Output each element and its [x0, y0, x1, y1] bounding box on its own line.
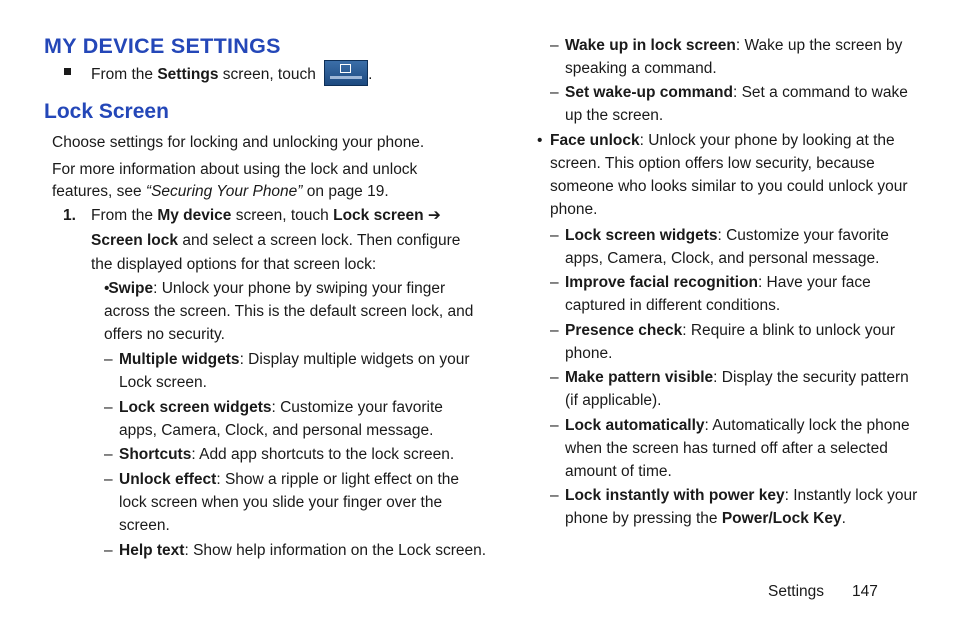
square-bullet-icon — [64, 68, 71, 75]
swipe-suboption: Lock screen widgets: Customize your favorite apps, Camera, Clock, and personal message. — [119, 399, 443, 439]
dash-icon: – — [104, 471, 113, 488]
dash-icon: – — [550, 37, 559, 54]
face-suboption: Lock screen widgets: Customize your favorite apps, Camera, Clock, and personal message. — [565, 227, 889, 267]
swipe-suboption: Shortcuts: Add app shortcuts to the lock screen. — [119, 446, 455, 463]
swipe-suboption: Help text: Show help information on the Lock screen. — [119, 542, 487, 559]
settings-term: Settings — [157, 66, 219, 84]
bullet-icon: • — [537, 132, 543, 149]
bullet-icon: • — [104, 280, 110, 297]
face-suboption: Lock automatically: Automatically lock the phone when the screen has turned off after a selected amount of time. — [565, 417, 910, 480]
footer-section-label: Settings — [768, 583, 825, 600]
step-1-text: From the My device screen, touch Lock screen ➔ Screen lock and select a screen lock. Then configure the displayed options for that screen lock: — [91, 207, 461, 273]
my-device-settings-icon — [324, 60, 368, 86]
swipe-suboption: Multiple widgets: Display multiple widgets on your Lock screen. — [119, 351, 470, 391]
swipe-suboption: Unlock effect: Show a ripple or light effect on the lock screen when you slide your finger over the screen. — [119, 471, 460, 534]
dash-icon: – — [550, 417, 559, 434]
settings-instruction: From the Settings screen, touch . — [91, 62, 372, 88]
step-number: 1. — [63, 207, 76, 224]
cross-reference-link[interactable]: “Securing Your Phone” — [145, 183, 303, 200]
intro-text: Choose settings for locking and unlocking your phone. — [52, 134, 425, 151]
section-title: Lock Screen — [44, 100, 169, 123]
more-info-line-2: features, see “Securing Your Phone” on page 19. — [52, 183, 389, 200]
dash-icon: – — [550, 274, 559, 291]
swipe-suboption: Wake up in lock screen: Wake up the screen by speaking a command. — [565, 37, 903, 77]
dash-icon: – — [550, 322, 559, 339]
face-suboption: Lock instantly with power key: Instantly lock your phone by pressing the Power/Lock Key. — [565, 487, 918, 527]
dash-icon: – — [104, 399, 113, 416]
dash-icon: – — [550, 369, 559, 386]
page-number: 147 — [852, 583, 878, 600]
face-suboption: Make pattern visible: Display the security pattern (if applicable). — [565, 369, 909, 409]
dash-icon: – — [104, 542, 113, 559]
dash-icon: – — [104, 446, 113, 463]
swipe-suboption: Set wake-up command: Set a command to wake up the screen. — [565, 84, 908, 124]
face-unlock-option: Face unlock: Unlock your phone by looking at the screen. This option offers low security, because someone who looks similar to you could unlock your phone. — [550, 132, 908, 218]
dash-icon: – — [550, 227, 559, 244]
swipe-option: Swipe: Unlock your phone by swiping your finger across the screen. This is the default screen lock, and offers no security. — [104, 280, 474, 343]
dash-icon: – — [550, 84, 559, 101]
dash-icon: – — [104, 351, 113, 368]
more-info-line-1: For more information about using the lock and unlock — [52, 161, 418, 178]
dash-icon: – — [550, 487, 559, 504]
face-suboption: Improve facial recognition: Have your face captured in different conditions. — [565, 274, 871, 314]
face-suboption: Presence check: Require a blink to unlock your phone. — [565, 322, 896, 362]
page-title: MY DEVICE SETTINGS — [44, 34, 281, 58]
